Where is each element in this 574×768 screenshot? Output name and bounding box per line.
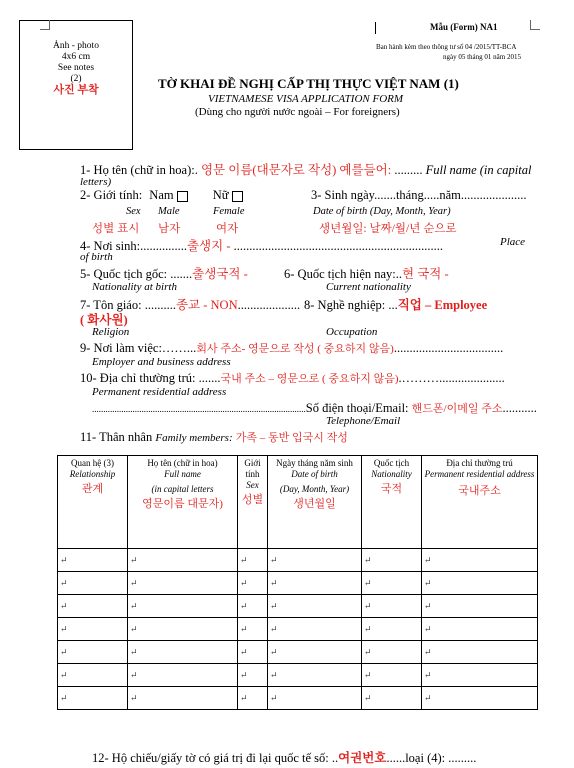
paragraph-mark: ↵ bbox=[364, 577, 372, 588]
paragraph-mark: ↵ bbox=[240, 692, 248, 703]
table-cell[interactable] bbox=[362, 664, 422, 687]
header-nationality bbox=[362, 456, 422, 549]
photo-korean-label: 사진 부착 bbox=[53, 84, 99, 96]
field-address-english: Permanent residential address bbox=[92, 386, 227, 398]
paragraph-mark: ↵ bbox=[364, 669, 372, 680]
paragraph-mark: ↵ bbox=[60, 669, 68, 680]
paragraph-mark: ↵ bbox=[270, 577, 278, 588]
field-religion-dots: .................... bbox=[237, 298, 301, 312]
field-address-dots: .………..................... bbox=[398, 371, 505, 385]
paragraph-mark: ↵ bbox=[424, 646, 432, 657]
table-cell[interactable] bbox=[128, 572, 238, 595]
issue-note: Ban hành kèm theo thông tư số 04 /2015/TT-BCA bbox=[376, 43, 517, 51]
table-cell[interactable] bbox=[58, 687, 128, 710]
paragraph-mark: ↵ bbox=[364, 600, 372, 611]
field-family-members bbox=[80, 429, 348, 445]
header-sex-vn: Giới tính bbox=[244, 458, 261, 479]
header-dob-en: Date of birth bbox=[291, 469, 338, 479]
field-passport bbox=[92, 748, 476, 766]
table-cell[interactable] bbox=[422, 549, 538, 572]
field-passport-label: 12- Hộ chiếu/giấy tờ có giá trị đi lại quốc tế số: .. bbox=[92, 751, 339, 765]
header-relationship-kr: 관계 bbox=[81, 483, 104, 495]
field-current-nationality bbox=[284, 264, 449, 282]
female-english: Female bbox=[213, 206, 245, 217]
photo-label: Ảnh - photo bbox=[53, 41, 99, 51]
paragraph-mark: ↵ bbox=[240, 669, 248, 680]
header-permanent-address bbox=[422, 456, 538, 549]
field-occupation-korean: 직업 – Employee bbox=[397, 298, 488, 312]
field-phone-label: Số điện thoại/Email: bbox=[305, 401, 412, 415]
field-cur-nat-label: 6- Quốc tịch hiện nay:.. bbox=[284, 267, 403, 281]
table-cell[interactable] bbox=[268, 618, 362, 641]
paragraph-mark: ↵ bbox=[364, 692, 372, 703]
photo-size: 4x6 cm bbox=[61, 52, 91, 62]
field-full-name-label: 1- Họ tên (chữ in hoa):. bbox=[80, 163, 198, 177]
field-place-of-birth bbox=[80, 236, 443, 254]
field-nat-birth-korean: 출생국적 - bbox=[192, 267, 248, 281]
field-pob-label: 4- Nơi sinh:............... bbox=[80, 239, 187, 253]
field-phone-email bbox=[92, 400, 537, 416]
header-address-vn: Địa chỉ thường trú bbox=[446, 458, 513, 468]
paragraph-mark: ↵ bbox=[270, 554, 278, 565]
header-nationality-en: Nationality bbox=[371, 469, 412, 479]
paragraph-mark: ↵ bbox=[130, 646, 138, 657]
table-cell[interactable] bbox=[58, 595, 128, 618]
table-cell[interactable] bbox=[268, 664, 362, 687]
table-cell[interactable] bbox=[128, 595, 238, 618]
gender-male-checkbox[interactable] bbox=[177, 191, 188, 202]
family-table-body bbox=[58, 549, 538, 710]
dob-english: Date of birth (Day, Month, Year) bbox=[313, 206, 451, 217]
paragraph-mark: ↵ bbox=[60, 554, 68, 565]
table-cell[interactable] bbox=[128, 641, 238, 664]
field-full-name-dots: ......... bbox=[394, 163, 423, 177]
field-address-label: 10- Địa chỉ thường trú: ....... bbox=[80, 371, 221, 385]
field-gender-label: 2- Giới tính: bbox=[80, 188, 143, 202]
field-full-name-english: Full name (in capital bbox=[425, 163, 532, 177]
header-full-name-kr: 영문이름 대문자) bbox=[142, 498, 223, 510]
field-dob-label: 3- Sinh ngày.......tháng.....năm..................... bbox=[311, 188, 527, 202]
header-relationship-en: Relationship bbox=[69, 469, 116, 479]
field-employer-korean: 회사 주소- 영문으로 작성 ( 중요하지 않음) bbox=[196, 343, 394, 355]
paragraph-mark: ↵ bbox=[130, 669, 138, 680]
table-cell[interactable] bbox=[422, 664, 538, 687]
table-cell[interactable] bbox=[58, 572, 128, 595]
field-employer-english: Employer and business address bbox=[92, 356, 231, 368]
dob-korean: 생년월일: 날짜/월/년 순으로 bbox=[319, 223, 457, 235]
field-pob-dots: ................................................................... bbox=[233, 239, 443, 253]
field-employer bbox=[80, 340, 503, 356]
field-nat-birth-english: Nationality at birth bbox=[92, 281, 177, 293]
field-occupation-english: Occupation bbox=[326, 326, 378, 338]
field-passport-type: ......loại (4): ......... bbox=[386, 751, 477, 765]
family-table-header bbox=[58, 456, 538, 549]
paragraph-mark: ↵ bbox=[130, 600, 138, 611]
paragraph-mark: ↵ bbox=[364, 646, 372, 657]
paragraph-mark: ↵ bbox=[60, 577, 68, 588]
header-dob-kr: 생년월일 bbox=[293, 498, 336, 510]
field-full-name-english-2: letters) bbox=[80, 176, 112, 188]
male-english: Male bbox=[158, 206, 180, 217]
cursor-line bbox=[375, 22, 376, 34]
field-religion-label: 7- Tôn giáo: .......... bbox=[80, 298, 176, 312]
field-gender bbox=[80, 188, 243, 203]
table-cell[interactable] bbox=[362, 687, 422, 710]
table-row bbox=[58, 687, 538, 710]
paragraph-mark: ↵ bbox=[424, 554, 432, 565]
table-cell[interactable] bbox=[268, 595, 362, 618]
table-row bbox=[58, 572, 538, 595]
table-cell[interactable] bbox=[362, 641, 422, 664]
paragraph-mark: ↵ bbox=[240, 554, 248, 565]
paragraph-mark: ↵ bbox=[424, 669, 432, 680]
field-occupation-label: 8- Nghề nghiệp: ... bbox=[304, 298, 398, 312]
male-korean: 남자 bbox=[158, 223, 181, 235]
gender-male-label: Nam bbox=[149, 188, 174, 202]
paragraph-mark: ↵ bbox=[130, 692, 138, 703]
paragraph-mark: ↵ bbox=[270, 692, 278, 703]
paragraph-mark: ↵ bbox=[424, 577, 432, 588]
field-employer-dots: ................................... bbox=[393, 341, 504, 355]
paragraph-mark: ↵ bbox=[60, 646, 68, 657]
header-full-name-vn: Họ tên (chữ in hoa) bbox=[147, 458, 218, 468]
gender-female-checkbox[interactable] bbox=[232, 191, 243, 202]
sex-english: Sex bbox=[126, 206, 141, 217]
header-full-name-en2: (in capital letters bbox=[151, 484, 214, 494]
table-cell[interactable] bbox=[238, 618, 268, 641]
header-relationship-vn: Quan hệ (3) bbox=[71, 458, 114, 468]
paragraph-mark: ↵ bbox=[270, 646, 278, 657]
sex-korean: 성별 표시 bbox=[92, 223, 140, 235]
table-cell[interactable] bbox=[422, 618, 538, 641]
field-nationality-birth bbox=[80, 264, 248, 282]
issue-date: ngày 05 tháng 01 năm 2015 bbox=[443, 53, 521, 61]
paragraph-mark: ↵ bbox=[240, 623, 248, 634]
table-cell[interactable] bbox=[268, 641, 362, 664]
table-cell[interactable] bbox=[58, 618, 128, 641]
table-cell[interactable] bbox=[128, 618, 238, 641]
table-cell[interactable] bbox=[238, 549, 268, 572]
paragraph-mark: ↵ bbox=[364, 623, 372, 634]
header-address-en: Permanent residential address bbox=[424, 469, 535, 479]
female-korean: 여자 bbox=[216, 223, 239, 235]
field-religion-english: Religion bbox=[92, 326, 130, 338]
field-pob-english: Place bbox=[500, 236, 526, 248]
header-full-name bbox=[128, 456, 238, 549]
header-nationality-vn: Quốc tịch bbox=[373, 458, 410, 468]
family-members-table bbox=[57, 455, 538, 710]
paragraph-mark: ↵ bbox=[240, 646, 248, 657]
paragraph-mark: ↵ bbox=[240, 600, 248, 611]
field-full-name bbox=[80, 160, 531, 178]
field-family-english: Family members: bbox=[155, 432, 233, 444]
gender-female-label: Nữ bbox=[212, 188, 229, 202]
table-row bbox=[58, 641, 538, 664]
paragraph-mark: ↵ bbox=[270, 623, 278, 634]
header-address-kr: 국내주소 bbox=[458, 485, 501, 497]
header-full-name-en: Full name bbox=[164, 469, 201, 479]
field-family-korean: 가족 – 동반 입국시 작성 bbox=[235, 432, 348, 444]
header-relationship bbox=[58, 456, 128, 549]
paragraph-mark: ↵ bbox=[364, 554, 372, 565]
table-cell[interactable] bbox=[268, 549, 362, 572]
field-phone-dots-2: ........... bbox=[502, 401, 537, 415]
header-sex bbox=[238, 456, 268, 549]
field-occupation-korean-2: ( 화사원) bbox=[80, 313, 128, 327]
photo-box bbox=[19, 20, 133, 150]
table-cell[interactable] bbox=[362, 572, 422, 595]
field-pob-english-2: of birth bbox=[80, 251, 113, 263]
photo-note-number: (2) bbox=[70, 74, 82, 84]
table-cell[interactable] bbox=[422, 572, 538, 595]
paragraph-mark: ↵ bbox=[424, 692, 432, 703]
field-religion-korean: 종교 - NON bbox=[175, 298, 238, 312]
field-occupation bbox=[304, 295, 487, 313]
header-dob-en2: (Day, Month, Year) bbox=[279, 484, 350, 494]
field-cur-nat-korean: 현 국적 - bbox=[402, 267, 449, 281]
field-employer-label: 9- Nơi làm việc:……... bbox=[80, 341, 197, 355]
header-sex-kr: 성별 bbox=[241, 494, 264, 506]
header-sex-en: Sex bbox=[246, 480, 259, 490]
field-full-name-korean: 영문 이름(대문자로 작성) 예를들어: bbox=[200, 163, 392, 177]
form-title: TỜ KHAI ĐỀ NGHỊ CẤP THỊ THỰC VIỆT NAM (1) bbox=[158, 76, 459, 91]
table-cell[interactable] bbox=[128, 664, 238, 687]
table-cell[interactable] bbox=[238, 572, 268, 595]
form-subtitle: VIETNAMESE VISA APPLICATION FORM bbox=[208, 93, 404, 105]
table-cell[interactable] bbox=[362, 595, 422, 618]
table-cell[interactable] bbox=[58, 641, 128, 664]
table-cell[interactable] bbox=[422, 595, 538, 618]
paragraph-mark: ↵ bbox=[130, 554, 138, 565]
paragraph-mark: ↵ bbox=[60, 623, 68, 634]
table-cell[interactable] bbox=[362, 618, 422, 641]
paragraph-mark: ↵ bbox=[130, 623, 138, 634]
paragraph-mark: ↵ bbox=[130, 577, 138, 588]
table-cell[interactable] bbox=[238, 687, 268, 710]
table-cell[interactable] bbox=[58, 549, 128, 572]
table-cell[interactable] bbox=[422, 641, 538, 664]
field-phone-korean: 핸드폰/이메일 주소 bbox=[411, 403, 503, 415]
table-row bbox=[58, 549, 538, 572]
corner-mark-tr bbox=[530, 20, 540, 30]
paragraph-mark: ↵ bbox=[424, 623, 432, 634]
table-cell[interactable] bbox=[362, 549, 422, 572]
table-cell[interactable] bbox=[128, 687, 238, 710]
field-phone-english: Telephone/Email bbox=[326, 415, 401, 427]
table-row bbox=[58, 664, 538, 687]
header-nationality-kr: 국적 bbox=[380, 483, 403, 495]
table-row bbox=[58, 618, 538, 641]
paragraph-mark: ↵ bbox=[270, 600, 278, 611]
form-audience: (Dùng cho người nước ngoài – For foreigners) bbox=[195, 106, 400, 118]
field-family-label: 11- Thân nhân bbox=[80, 430, 153, 444]
table-row bbox=[58, 595, 538, 618]
table-cell[interactable] bbox=[58, 664, 128, 687]
field-permanent-address bbox=[80, 370, 505, 386]
field-phone-dots: ............................................................................................... bbox=[92, 404, 306, 414]
table-cell[interactable] bbox=[268, 572, 362, 595]
table-cell[interactable] bbox=[268, 687, 362, 710]
paragraph-mark: ↵ bbox=[60, 692, 68, 703]
table-cell[interactable] bbox=[238, 664, 268, 687]
corner-mark-tl bbox=[40, 20, 50, 30]
table-cell[interactable] bbox=[238, 595, 268, 618]
field-passport-korean: 여권번호 bbox=[338, 751, 387, 765]
paragraph-mark: ↵ bbox=[424, 600, 432, 611]
field-cur-nat-english: Current nationality bbox=[326, 281, 411, 293]
table-cell[interactable] bbox=[422, 687, 538, 710]
table-cell[interactable] bbox=[128, 549, 238, 572]
header-date-of-birth bbox=[268, 456, 362, 549]
photo-notes: See notes bbox=[57, 63, 95, 73]
header-dob-vn: Ngày tháng năm sinh bbox=[276, 458, 353, 468]
field-pob-korean: 출생지 - bbox=[186, 239, 234, 253]
field-nat-birth-label: 5- Quốc tịch gốc: ....... bbox=[80, 267, 193, 281]
field-address-korean: 국내 주소 – 영문으로 ( 중요하지 않음) bbox=[220, 373, 399, 385]
form-number: Mẫu (Form) NA1 bbox=[430, 22, 498, 32]
paragraph-mark: ↵ bbox=[60, 600, 68, 611]
table-cell[interactable] bbox=[238, 641, 268, 664]
paragraph-mark: ↵ bbox=[270, 669, 278, 680]
paragraph-mark: ↵ bbox=[240, 577, 248, 588]
